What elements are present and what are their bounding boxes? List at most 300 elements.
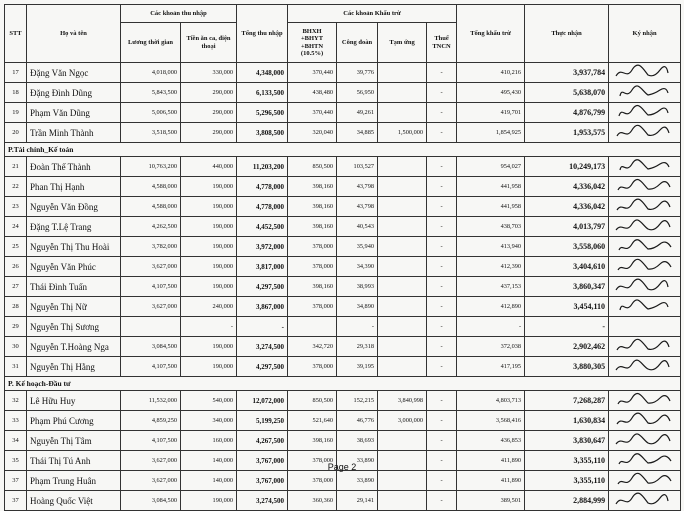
signature-cell: [609, 337, 681, 357]
table-row: [5, 431, 681, 451]
advance-cell: 3,840,998: [378, 391, 427, 411]
union-fee-cell: 29,318: [337, 337, 378, 357]
advance-cell: [378, 63, 427, 83]
row-stt: 28: [5, 297, 27, 317]
signature-cell: [609, 257, 681, 277]
insurance-cell: 378,000: [288, 257, 337, 277]
row-stt: 23: [5, 197, 27, 217]
tax-cell: -: [427, 83, 457, 103]
table-row: [5, 83, 681, 103]
insurance-cell: 398,160: [288, 217, 337, 237]
handwritten-signature: [612, 392, 676, 409]
insurance-cell: 378,000: [288, 357, 337, 377]
tax-cell: -: [427, 237, 457, 257]
total-deduction-cell: 410,216: [457, 63, 525, 83]
total-deduction-cell: 417,195: [457, 357, 525, 377]
union-fee-cell: 35,940: [337, 237, 378, 257]
table-row: [5, 257, 681, 277]
salary-cell: 3,084,500: [121, 337, 181, 357]
total-deduction-cell: 389,501: [457, 491, 525, 511]
salary-cell: 4,107,500: [121, 431, 181, 451]
table-row: [5, 337, 681, 357]
employee-name: Đặng Đình Dũng: [27, 83, 121, 103]
tax-cell: -: [427, 197, 457, 217]
total-income-cell: 4,267,500: [237, 431, 288, 451]
insurance-cell: 360,360: [288, 491, 337, 511]
net-pay-cell: 2,902,462: [525, 337, 609, 357]
union-fee-cell: 34,885: [337, 123, 378, 143]
advance-cell: [378, 277, 427, 297]
tax-cell: -: [427, 123, 457, 143]
handwritten-signature: [612, 64, 676, 81]
allowance-cell: 440,000: [181, 157, 237, 177]
tax-cell: -: [427, 391, 457, 411]
salary-cell: 3,627,000: [121, 451, 181, 471]
signature-cell: [609, 157, 681, 177]
row-stt: 24: [5, 217, 27, 237]
net-pay-cell: 3,860,347: [525, 277, 609, 297]
salary-cell: [121, 317, 181, 337]
table-row: [5, 471, 681, 491]
total-deduction-cell: 412,890: [457, 297, 525, 317]
total-income-cell: 6,133,500: [237, 83, 288, 103]
table-row: [5, 357, 681, 377]
total-income-cell: 12,072,000: [237, 391, 288, 411]
union-fee-cell: 33,890: [337, 451, 378, 471]
payroll-table: [4, 4, 681, 511]
employee-name: Nguyễn Thị Hằng: [27, 357, 121, 377]
advance-cell: [378, 257, 427, 277]
tax-cell: -: [427, 277, 457, 297]
advance-cell: [378, 471, 427, 491]
employee-name: Nguyễn Thị Sương: [27, 317, 121, 337]
salary-cell: 4,262,500: [121, 217, 181, 237]
header-allowance: Tiền ăn ca, điện thoại: [181, 23, 237, 63]
insurance-cell: 521,640: [288, 411, 337, 431]
salary-cell: 5,843,500: [121, 83, 181, 103]
net-pay-cell: -: [525, 317, 609, 337]
salary-cell: 4,107,500: [121, 277, 181, 297]
signature-cell: [609, 237, 681, 257]
total-deduction-cell: 372,038: [457, 337, 525, 357]
insurance-cell: 378,000: [288, 237, 337, 257]
row-stt: 18: [5, 83, 27, 103]
tax-cell: -: [427, 357, 457, 377]
row-stt: 34: [5, 431, 27, 451]
union-fee-cell: 34,890: [337, 297, 378, 317]
insurance-cell: 378,000: [288, 471, 337, 491]
row-stt: 32: [5, 391, 27, 411]
total-deduction-cell: 1,854,925: [457, 123, 525, 143]
allowance-cell: 190,000: [181, 357, 237, 377]
row-stt: 21: [5, 157, 27, 177]
total-deduction-cell: 436,853: [457, 431, 525, 451]
insurance-cell: 398,160: [288, 177, 337, 197]
union-fee-cell: 46,776: [337, 411, 378, 431]
total-income-cell: 3,767,000: [237, 451, 288, 471]
allowance-cell: 290,000: [181, 123, 237, 143]
advance-cell: [378, 177, 427, 197]
payroll-sheet: [4, 4, 681, 511]
insurance-cell: 398,160: [288, 431, 337, 451]
header-income-group: Các khoản thu nhập: [121, 5, 237, 23]
salary-cell: 4,859,250: [121, 411, 181, 431]
employee-name: Trần Minh Thành: [27, 123, 121, 143]
signature-cell: [609, 63, 681, 83]
total-income-cell: 5,199,250: [237, 411, 288, 431]
net-pay-cell: 3,355,110: [525, 451, 609, 471]
total-income-cell: 3,767,000: [237, 471, 288, 491]
handwritten-signature: [612, 158, 676, 175]
total-deduction-cell: 441,958: [457, 197, 525, 217]
salary-cell: 4,018,000: [121, 63, 181, 83]
advance-cell: [378, 237, 427, 257]
salary-cell: 4,107,500: [121, 357, 181, 377]
signature-cell: [609, 83, 681, 103]
insurance-cell: 320,040: [288, 123, 337, 143]
total-deduction-cell: 495,430: [457, 83, 525, 103]
net-pay-cell: 1,630,834: [525, 411, 609, 431]
union-fee-cell: 33,890: [337, 471, 378, 491]
insurance-cell: 850,500: [288, 157, 337, 177]
union-fee-cell: 39,195: [337, 357, 378, 377]
total-deduction-cell: 438,703: [457, 217, 525, 237]
salary-cell: 11,532,000: [121, 391, 181, 411]
handwritten-signature: [612, 238, 676, 255]
allowance-cell: 540,000: [181, 391, 237, 411]
tax-cell: -: [427, 431, 457, 451]
advance-cell: [378, 103, 427, 123]
net-pay-cell: 4,013,797: [525, 217, 609, 237]
net-pay-cell: 3,937,784: [525, 63, 609, 83]
row-stt: 33: [5, 411, 27, 431]
insurance-cell: 370,440: [288, 63, 337, 83]
allowance-cell: 190,000: [181, 277, 237, 297]
handwritten-signature: [612, 124, 676, 141]
union-fee-cell: 49,261: [337, 103, 378, 123]
table-row: [5, 317, 681, 337]
header-net: Thực nhận: [525, 5, 609, 63]
allowance-cell: 140,000: [181, 471, 237, 491]
table-row: [5, 391, 681, 411]
signature-cell: [609, 177, 681, 197]
advance-cell: 1,500,000: [378, 123, 427, 143]
advance-cell: [378, 317, 427, 337]
employee-name: Phạm Phú Cương: [27, 411, 121, 431]
signature-cell: [609, 277, 681, 297]
handwritten-signature: [612, 258, 676, 275]
signature-cell: [609, 391, 681, 411]
employee-name: Hoàng Quốc Việt: [27, 491, 121, 511]
section-row: [5, 143, 681, 157]
table-row: [5, 277, 681, 297]
union-fee-cell: 43,798: [337, 197, 378, 217]
header-deduction-group: Các khoản Khấu trừ: [288, 5, 457, 23]
employee-name: Nguyễn Văn Đồng: [27, 197, 121, 217]
allowance-cell: 340,000: [181, 411, 237, 431]
allowance-cell: -: [181, 317, 237, 337]
table-row: [5, 177, 681, 197]
employee-name: Phạm Văn Dũng: [27, 103, 121, 123]
tax-cell: -: [427, 337, 457, 357]
insurance-cell: 370,440: [288, 103, 337, 123]
tax-cell: -: [427, 471, 457, 491]
employee-name: Đặng T.Lệ Trang: [27, 217, 121, 237]
employee-name: Phạm Trung Huân: [27, 471, 121, 491]
salary-cell: 5,006,500: [121, 103, 181, 123]
allowance-cell: 190,000: [181, 197, 237, 217]
signature-cell: [609, 123, 681, 143]
net-pay-cell: 3,355,110: [525, 471, 609, 491]
advance-cell: [378, 337, 427, 357]
net-pay-cell: 7,268,287: [525, 391, 609, 411]
advance-cell: [378, 297, 427, 317]
table-row: [5, 297, 681, 317]
signature-cell: [609, 431, 681, 451]
header-advance: Tạm ứng: [378, 23, 427, 63]
advance-cell: [378, 83, 427, 103]
row-stt: 35: [5, 451, 27, 471]
allowance-cell: 190,000: [181, 177, 237, 197]
tax-cell: -: [427, 217, 457, 237]
allowance-cell: 240,000: [181, 297, 237, 317]
table-row: [5, 237, 681, 257]
tax-cell: -: [427, 451, 457, 471]
row-stt: 30: [5, 337, 27, 357]
net-pay-cell: 3,880,305: [525, 357, 609, 377]
signature-cell: [609, 491, 681, 511]
advance-cell: [378, 491, 427, 511]
insurance-cell: [288, 317, 337, 337]
total-deduction-cell: 954,027: [457, 157, 525, 177]
total-deduction-cell: 3,568,416: [457, 411, 525, 431]
table-row: [5, 157, 681, 177]
insurance-cell: 378,000: [288, 297, 337, 317]
net-pay-cell: 3,404,610: [525, 257, 609, 277]
signature-cell: [609, 411, 681, 431]
net-pay-cell: 4,336,042: [525, 177, 609, 197]
header-total-deduction: Tổng khấu trừ: [457, 5, 525, 63]
salary-cell: 10,763,200: [121, 157, 181, 177]
row-stt: 31: [5, 357, 27, 377]
union-fee-cell: 152,215: [337, 391, 378, 411]
total-deduction-cell: 441,958: [457, 177, 525, 197]
row-stt: 20: [5, 123, 27, 143]
page-number: Page 2: [327, 462, 357, 472]
union-fee-cell: 56,950: [337, 83, 378, 103]
total-income-cell: 4,452,500: [237, 217, 288, 237]
header-stt: STT: [5, 5, 27, 63]
handwritten-signature: [612, 218, 676, 235]
tax-cell: -: [427, 317, 457, 337]
total-income-cell: 4,778,000: [237, 197, 288, 217]
total-deduction-cell: 4,803,713: [457, 391, 525, 411]
employee-name: Đặng Văn Ngọc: [27, 63, 121, 83]
employee-name: Lê Hữu Huy: [27, 391, 121, 411]
allowance-cell: 190,000: [181, 237, 237, 257]
net-pay-cell: 3,454,110: [525, 297, 609, 317]
insurance-cell: 378,000: [288, 451, 337, 471]
union-fee-cell: 39,776: [337, 63, 378, 83]
table-row: [5, 197, 681, 217]
insurance-cell: 850,500: [288, 391, 337, 411]
row-stt: 37: [5, 471, 27, 491]
allowance-cell: 290,000: [181, 103, 237, 123]
net-pay-cell: 4,336,042: [525, 197, 609, 217]
total-deduction-cell: -: [457, 317, 525, 337]
table-row: [5, 217, 681, 237]
employee-name: Thái Thị Tú Anh: [27, 451, 121, 471]
total-deduction-cell: 437,153: [457, 277, 525, 297]
employee-name: Nguyễn Thị Nữ: [27, 297, 121, 317]
header-signature: Ký nhận: [609, 5, 681, 63]
signature-cell: [609, 317, 681, 337]
union-fee-cell: 43,798: [337, 177, 378, 197]
total-income-cell: 4,778,000: [237, 177, 288, 197]
row-stt: 26: [5, 257, 27, 277]
allowance-cell: 190,000: [181, 491, 237, 511]
row-stt: 37: [5, 491, 27, 511]
row-stt: 19: [5, 103, 27, 123]
tax-cell: -: [427, 297, 457, 317]
salary-cell: 3,782,000: [121, 237, 181, 257]
handwritten-signature: [612, 178, 676, 195]
total-deduction-cell: 411,890: [457, 471, 525, 491]
employee-name: Thái Đình Tuấn: [27, 277, 121, 297]
table-row: [5, 123, 681, 143]
total-income-cell: 5,296,500: [237, 103, 288, 123]
union-fee-cell: 40,543: [337, 217, 378, 237]
allowance-cell: 190,000: [181, 257, 237, 277]
header-total-income: Tổng thu nhập: [237, 5, 288, 63]
employee-name: Nguyễn Văn Phúc: [27, 257, 121, 277]
salary-cell: 4,588,000: [121, 197, 181, 217]
header-union: Công đoàn: [337, 23, 378, 63]
allowance-cell: 160,000: [181, 431, 237, 451]
net-pay-cell: 3,830,647: [525, 431, 609, 451]
tax-cell: -: [427, 63, 457, 83]
signature-cell: [609, 297, 681, 317]
allowance-cell: 140,000: [181, 451, 237, 471]
salary-cell: 3,518,500: [121, 123, 181, 143]
signature-cell: [609, 197, 681, 217]
net-pay-cell: 5,638,070: [525, 83, 609, 103]
table-row: [5, 491, 681, 511]
salary-cell: 4,588,000: [121, 177, 181, 197]
net-pay-cell: 4,876,799: [525, 103, 609, 123]
allowance-cell: 330,000: [181, 63, 237, 83]
total-deduction-cell: 411,890: [457, 451, 525, 471]
net-pay-cell: 2,884,999: [525, 491, 609, 511]
salary-cell: 3,627,000: [121, 297, 181, 317]
union-fee-cell: 103,527: [337, 157, 378, 177]
salary-cell: 3,627,000: [121, 257, 181, 277]
net-pay-cell: 1,953,575: [525, 123, 609, 143]
signature-cell: [609, 103, 681, 123]
tax-cell: -: [427, 157, 457, 177]
net-pay-cell: 10,249,173: [525, 157, 609, 177]
handwritten-signature: [612, 358, 676, 375]
handwritten-signature: [612, 298, 676, 315]
allowance-cell: 290,000: [181, 83, 237, 103]
insurance-cell: 398,160: [288, 277, 337, 297]
total-income-cell: 4,297,500: [237, 357, 288, 377]
handwritten-signature: [612, 412, 676, 429]
payroll-rows: [5, 63, 681, 511]
handwritten-signature: [612, 104, 676, 121]
handwritten-signature: [612, 492, 676, 509]
signature-cell: [609, 357, 681, 377]
handwritten-signature: [612, 338, 676, 355]
handwritten-signature: [612, 278, 676, 295]
employee-name: Nguyễn Thị Thu Hoài: [27, 237, 121, 257]
signature-cell: [609, 471, 681, 491]
insurance-cell: 438,480: [288, 83, 337, 103]
employee-name: Phan Thị Hạnh: [27, 177, 121, 197]
union-fee-cell: 34,390: [337, 257, 378, 277]
advance-cell: 3,000,000: [378, 411, 427, 431]
total-income-cell: 3,274,500: [237, 337, 288, 357]
total-income-cell: 3,817,000: [237, 257, 288, 277]
net-pay-cell: 3,558,060: [525, 237, 609, 257]
handwritten-signature: [612, 432, 676, 449]
row-stt: 25: [5, 237, 27, 257]
advance-cell: [378, 197, 427, 217]
total-income-cell: -: [237, 317, 288, 337]
tax-cell: -: [427, 411, 457, 431]
union-fee-cell: 38,993: [337, 277, 378, 297]
allowance-cell: 190,000: [181, 217, 237, 237]
tax-cell: -: [427, 491, 457, 511]
table-row: [5, 411, 681, 431]
employee-name: Nguyễn Thị Tâm: [27, 431, 121, 451]
total-income-cell: 3,867,000: [237, 297, 288, 317]
tax-cell: -: [427, 103, 457, 123]
employee-name: Nguyễn T.Hoàng Nga: [27, 337, 121, 357]
union-fee-cell: -: [337, 317, 378, 337]
total-income-cell: 3,972,000: [237, 237, 288, 257]
salary-cell: 3,627,000: [121, 471, 181, 491]
section-label: P.Tài chính_Kế toán: [5, 143, 681, 157]
row-stt: 29: [5, 317, 27, 337]
employee-name: Đoàn Thế Thành: [27, 157, 121, 177]
total-deduction-cell: 412,390: [457, 257, 525, 277]
row-stt: 22: [5, 177, 27, 197]
total-income-cell: 11,203,200: [237, 157, 288, 177]
table-row: [5, 63, 681, 83]
handwritten-signature: [612, 84, 676, 101]
advance-cell: [378, 357, 427, 377]
signature-cell: [609, 217, 681, 237]
header-insurance: BHXH +BHYT +BHTN (10.5%): [288, 23, 337, 63]
tax-cell: -: [427, 257, 457, 277]
allowance-cell: 190,000: [181, 337, 237, 357]
tax-cell: -: [427, 177, 457, 197]
header-name: Họ và tên: [27, 5, 121, 63]
row-stt: 27: [5, 277, 27, 297]
header-tax: Thuế TNCN: [427, 23, 457, 63]
header-salary: Lương thời gian: [121, 23, 181, 63]
total-income-cell: 3,808,500: [237, 123, 288, 143]
advance-cell: [378, 217, 427, 237]
section-row: [5, 377, 681, 391]
row-stt: 17: [5, 63, 27, 83]
total-income-cell: 4,297,500: [237, 277, 288, 297]
table-row: [5, 103, 681, 123]
total-income-cell: 3,274,500: [237, 491, 288, 511]
advance-cell: [378, 431, 427, 451]
salary-cell: 3,084,500: [121, 491, 181, 511]
